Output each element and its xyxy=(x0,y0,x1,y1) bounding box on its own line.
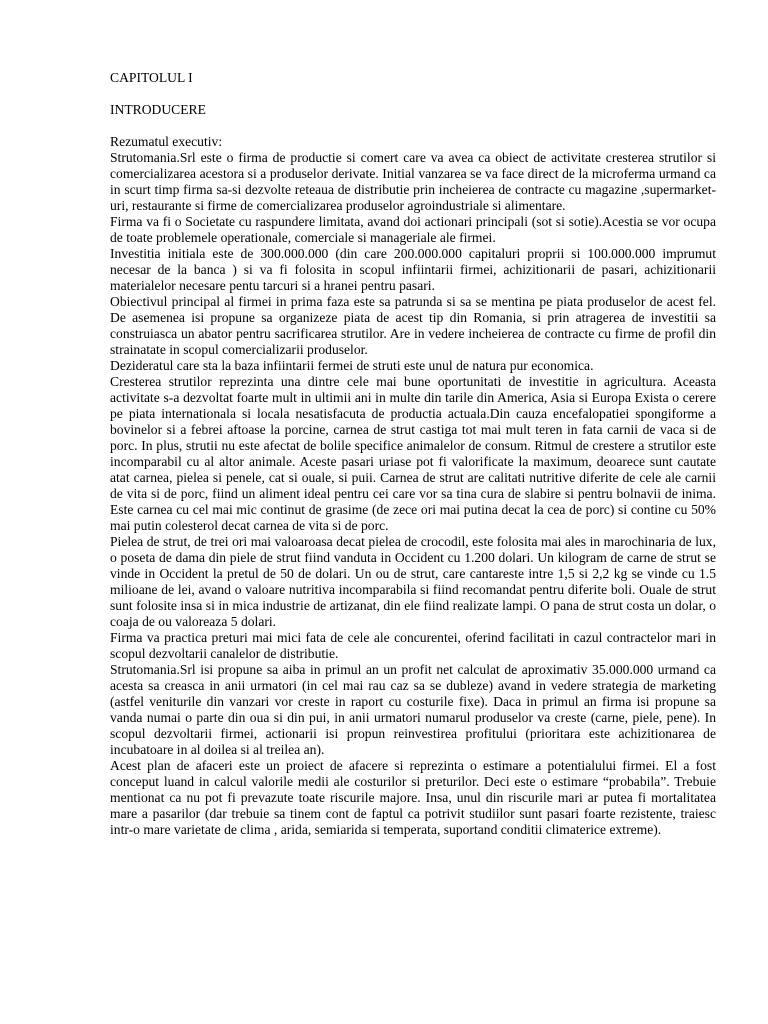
section-heading: INTRODUCERE xyxy=(110,102,206,117)
paragraph-ostrich-farming: Cresterea strutilor reprezinta una dintre cele mai bune oportunitati de investitie in agricultura. Aceasta activitate s-a dezvoltat foarte mult in ultimii ani in multe din tarile din America, Asia si Europa Exista o cerere pe piata internationala si locala nesatisfacuta de productia actuala.Din cauza encefalopatiei spongiforme a bovinelor si a febrei aftoase la porcine, carnea de strut castiga tot mai mult teren in fata carnii de vaca si de porc. In plus, strutii nu este afectat de bolile specifice animalelor de consum. Ritmul de crestere a strutilor este incomparabil cu al altor animale. Aceste pasari uriase pot fi valorificate la maximum, deoarece sunt cautate atat carnea, pielea si penele, cat si ouale, si puii. Carnea de strut are calitati nutritive diferite de cele ale carnii de vita si de porc, fiind un aliment ideal pentru cei care vor sa tina cura de slabire si pentru bolnavii de inima. Este carnea cu cel mai mic continut de grasime (de zece ori mai putina decat la cea de porc) si contine cu 50% mai putin colesterol decat carnea de vita si de porc. xyxy=(110,374,716,533)
paragraph-legal-form: Firma va fi o Societate cu raspundere limitata, avand doi actionari principali (sot si sotie).Acestia se vor ocupa de toate problemele operationale, comerciale si manageriale ale firmei. xyxy=(110,214,716,245)
paragraph-pricing: Firma va practica preturi mai mici fata de cele ale concurentei, oferind facilitati in cazul contractelor mari in scopul dezvoltarii canalelor de distributie. xyxy=(110,630,716,661)
paragraph-company-overview: Strutomania.Srl este o firma de productie si comert care va avea ca obiect de activitate cresterea strutilor si comercializarea acestora si a produselor derivate. Initial vanzarea se va face direct de la microferma urmand ca in scurt timp firma sa-si dezvolte reteaua de distributie prin incheierea de contracte cu magazine ,supermarket-uri, restaurante si firme de comercializarea produselor agroindustriale si alimentare. xyxy=(110,150,716,213)
paragraph-ostrich-products: Pielea de strut, de trei ori mai valoaroasa decat pielea de crocodil, este folosita mai ales in marochinaria de lux, o poseta de dama din piele de strut fiind vanduta in Occident cu 1.200 dolari. Un kilogram de carne de strut se vinde in Occident la pretul de 50 de dolari. Un ou de strut, care cantareste intre 1,5 si 2,2 kg se vinde cu 1.5 milioane de lei, avand o valoare nutritiva incomparabila si fiind recomandat pentru diferite boli. Ouale de strut sunt folosite insa si in mica industrie de artizanat, din ele fiind realizate lampi. O pana de strut costa un dolar, o coaja de ou valoreaza 5 dolari. xyxy=(110,534,716,629)
document-page xyxy=(110,70,716,838)
paragraph-desideratum: Dezideratul care sta la baza infiintarii fermei de struti este unul de natura pur economica. xyxy=(110,358,594,373)
chapter-heading: CAPITOLUL I xyxy=(110,70,193,85)
paragraph-initial-investment: Investitia initiala este de 300.000.000 (din care 200.000.000 capitaluri proprii si 100.000.000 imprumut necesar de la banca ) si va fi folosita in scopul infiintarii firmei, achizitionarii de pasari, achizitionarii materialelor necesare pentu tarcuri si a hranei pentru pasari. xyxy=(110,246,716,293)
summary-label: Rezumatul executiv: xyxy=(110,134,223,149)
paragraph-main-objective: Obiectivul principal al firmei in prima faza este sa patrunda si sa se mentina pe piata produselor de acest fel. De asemenea isi propune sa organizeze piata de acest tip din Romania, si prin atragerea de investitii sa construiasca un abator pentru sacrificarea strutilor. Are in vedere incheierea de contracte cu firme de profil din strainatate in scopul comercializarii produselor. xyxy=(110,294,716,357)
paragraph-profit-goals: Strutomania.Srl isi propune sa aiba in primul an un profit net calculat de aproximativ 35.000.000 urmand ca acesta sa creasca in anii urmatori (in cel mai rau caz sa se dubleze) avand in vedere strategia de marketing (astfel veniturile din vanzari vor creste in raport cu costurile fixe). Daca in primul an firma isi propune sa vanda numai o parte din oua si din pui, in anii urmatori numarul produselor va creste (carne, piele, pene). In scopul dezvoltarii firmei, actionarii isi propun reinvestirea profitului (prioritara este achizitionarea de incubatoare in al doilea si al treilea an). xyxy=(110,662,716,757)
paragraph-risk-estimate: Acest plan de afaceri este un proiect de afacere si reprezinta o estimare a potentialului firmei. El a fost conceput luand in calcul valorile medii ale costurilor si preturilor. Deci este o estimare “probabila”. Trebuie mentionat ca nu pot fi prevazute toate riscurile majore. Insa, unul din riscurile mari ar putea fi mortalitatea mare a pasarilor (dar trebuie sa tinem cont de faptul ca potrivit studiilor sunt pasari foarte rezistente, traiesc intr-o mare varietate de clima , arida, semiarida si temperata, suportand conditii climaterice extreme). xyxy=(110,758,716,837)
